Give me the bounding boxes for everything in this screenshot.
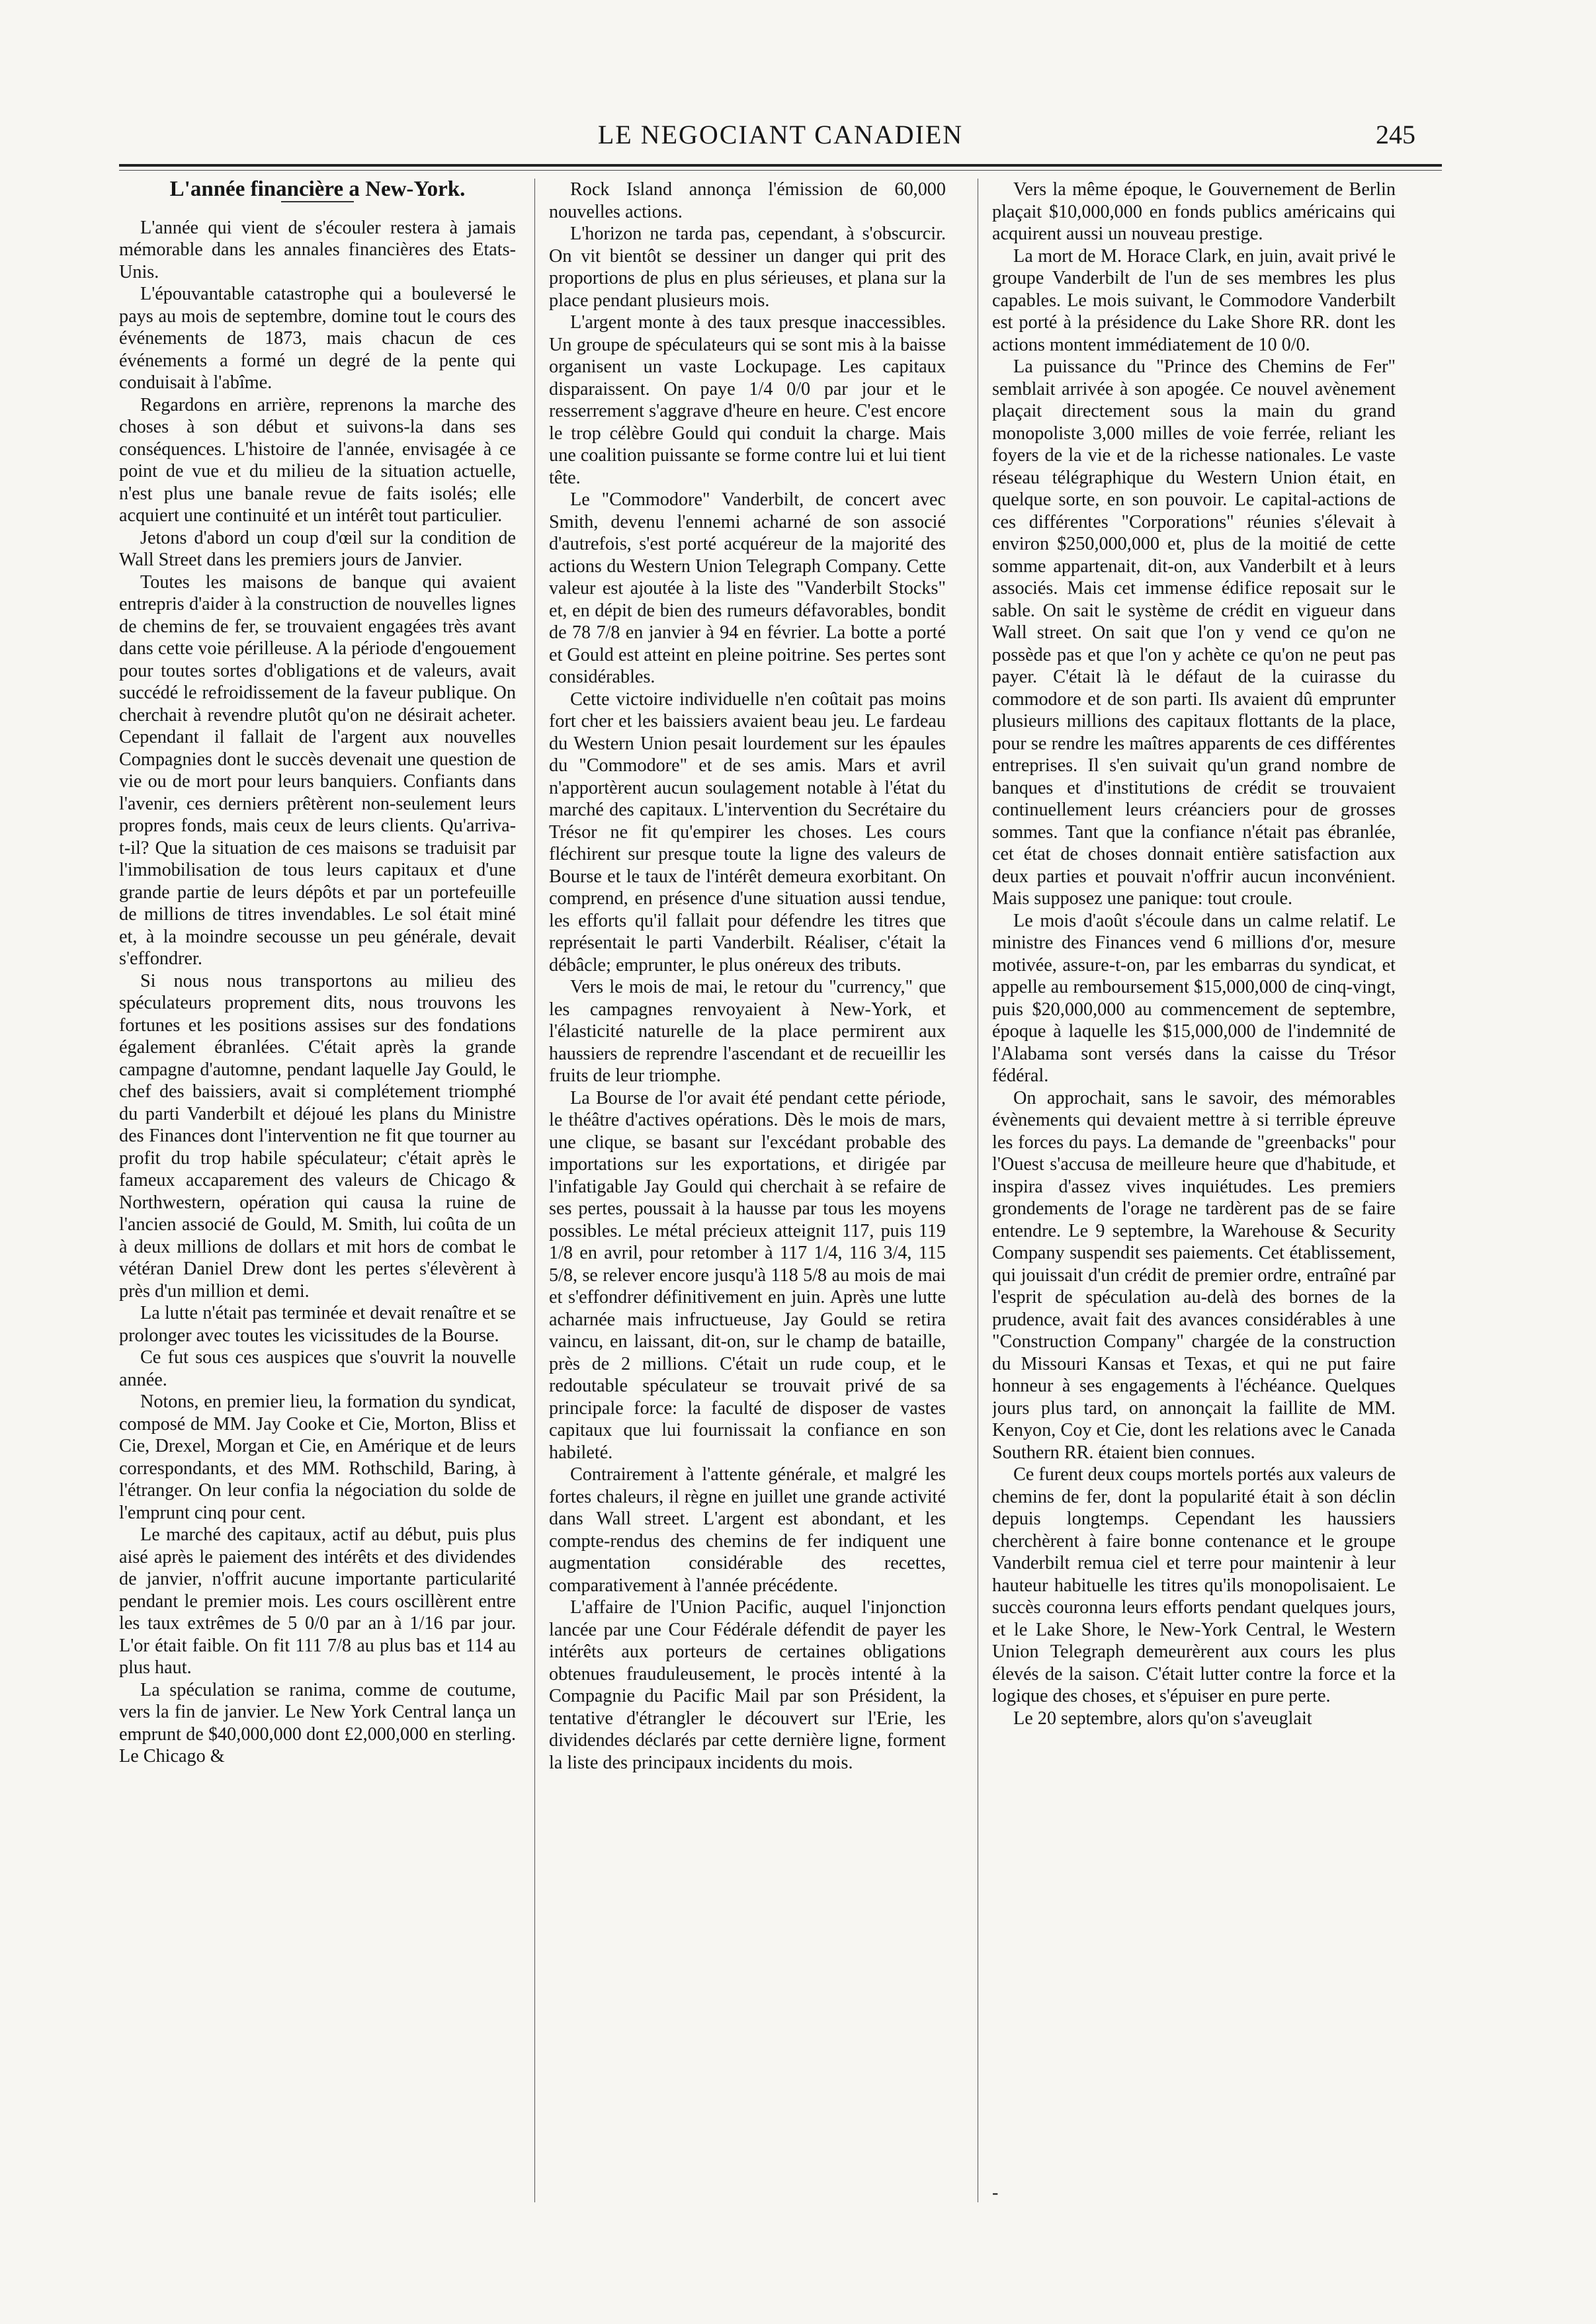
article-column-2 [549,179,946,2176]
paragraph: L'année qui vient de s'écouler restera à jamais mémorable dans les annales financières des Etats-Unis. [119,217,516,282]
paragraph: L'épouvantable catastrophe qui a bouleversé le pays au mois de septembre, domine tout le cours des événements de 1873, mais chacun de ces événements a formé un degré de la pente qui conduisait à l'abîme. [119,284,516,393]
paragraph: Ce fut sous ces auspices que s'ouvrit la nouvelle année. [119,1347,516,1390]
paragraph: La puissance du "Prince des Chemins de Fer" semblait arrivée à son apogée. Ce nouvel avènement plaçait directement sous la main du grand monopoliste 3,000 milles de voie ferrée, reliant les foyers de la vie et de la richesse nationales. Le vaste réseau télégraphique du Western Union était, en quelque sorte, en son pouvoir. Le capital-actions de ces différentes "Corporations" réunies s'élevait à environ $250,000,000 et, plus de la moitié de cette somme appartenait, dit-on, aux Vanderbilt et à leurs associés. Mais cet immense édifice reposait sur le sable. On sait le système de crédit en vigueur dans Wall street. On sait que l'on y vend ce qu'on ne possède pas et que l'on y achète ce qu'on ne peut pas payer. C'était là le défaut de la cuirasse du commodore et de son parti. Ils avaient dû emprunter plusieurs millions des capitaux flottants de la place, pour se rendre les maîtres apparents de ces différentes entreprises. Il s'en suivait qu'un grand nombre de banques et d'institutions de crédit se trouvaient continuellement leurs créanciers pour de grosses sommes. Tant que la confiance n'était pas ébranlée, cet état de choses donnait entière satisfaction aux deux parties et pouvait n'offrir aucun inconvénient. Mais supposez une panique: tout croule. [992,356,1396,909]
paragraph: Ce furent deux coups mortels portés aux valeurs de chemins de fer, dont la popularité était à son déclin depuis longtemps. Cependant les haussiers cherchèrent à faire bonne contenance et le groupe Vanderbilt remua ciel et terre pour maintenir à leur hauteur habituelle les titres qu'ils monopolisaient. Le succès couronna leurs efforts pendant quelques jours, et le Lake Shore, le New-York Central, le Western Union Telegraph demeurèrent aux cours les plus élevés de la saison. C'était lutter contre la force et la logique des choses, et s'épuiser en pure perte. [992,1464,1396,1706]
article-title: L'année financière a New-York. [169,179,466,201]
journal-title: LE NEGOCIANT CANADIEN [597,120,964,149]
page-number: 245 [1376,120,1415,149]
paragraph: Rock Island annonça l'émission de 60,000 nouvelles actions. [549,179,946,222]
paragraph: La Bourse de l'or avait été pendant cette période, le théâtre d'actives opérations. Dès le mois de mars, une clique, se basant sur l'excédant probable des importations sur les exportations, et dirigée par l'infatigable Jay Gould qui cherchait à se refaire de ses pertes, poussait à la hausse par tous les moyens possibles. Le métal précieux atteignit 117, puis 119 1/8 en avril, pour retomber à 117 1/4, 116 3/4, 115 5/8, se relever encore jusqu'à 118 5/8 au mois de mai et s'effondrer définitivement en juin. Après une lutte acharnée mais infructueuse, Jay Gould se retira vaincu, en laissant, dit-on, sur le champ de bataille, près de 2 millions. C'était un rude coup, et le redoutable spéculateur se trouvait privé de sa principale force: la faculté de disposer de vastes capitaux que lui fournissait la confiance en son habileté. [549,1087,946,1463]
paragraph: Le mois d'août s'écoule dans un calme relatif. Le ministre des Finances vend 6 millions d'or, mesure motivée, assure-t-on, par les embarras du syndicat, et appelle au remboursement $15,000,000 de cinq-vingt, puis $20,000,000 au commencement de septembre, époque à laquelle les $15,000,000 de l'indemnité de l'Alabama sont versés dans la caisse du Trésor fédéral. [992,910,1396,1086]
header-rule-thin [119,170,1442,171]
footer-mark: - [992,2182,999,2203]
paragraph: Notons, en premier lieu, la formation du syndicat, composé de MM. Jay Cooke et Cie, Morton, Bliss et Cie, Drexel, Morgan et Cie, en Amérique et de leurs correspondants, et des MM. Rothschild, Baring, à l'étranger. On leur confia la négociation du solde de l'emprunt cinq pour cent. [119,1391,516,1523]
paragraph: La mort de M. Horace Clark, en juin, avait privé le groupe Vanderbilt de l'un de ses membres les plus capables. Le mois suivant, le Commodore Vanderbilt est porté à la présidence du Lake Shore RR. dont les actions montent immédiatement de 10 0/0. [992,245,1396,355]
paragraph: Vers la même époque, le Gouvernement de Berlin plaçait $10,000,000 en fonds publics américains qui acquirent aussi un nouveau prestige. [992,179,1396,244]
paragraph: Jetons d'abord un coup d'œil sur la condition de Wall Street dans les premiers jours de Janvier. [119,527,516,570]
header-rule [119,164,1442,167]
article-column-1 [119,179,516,2176]
paragraph: Le "Commodore" Vanderbilt, de concert avec Smith, devenu l'ennemi acharné de son associé d'autrefois, s'est porté acquéreur de la majorité des actions du Western Union Telegraph Company. Cette valeur est ajoutée à la liste des "Vanderbilt Stocks" et, en dépit de bien des rumeurs défavorables, bondit de 78 7/8 en janvier à 94 en février. La botte a porté et Gould est atteint en pleine poitrine. Ses pertes sont considérables. [549,489,946,687]
paragraph: L'horizon ne tarda pas, cependant, à s'obscurcir. On vit bientôt se dessiner un danger qui prit des proportions de plus en plus sérieuses, et plana sur la place pendant plusieurs mois. [549,224,946,311]
paragraph: Le 20 septembre, alors qu'on s'aveuglait [1013,1708,1312,1729]
paragraph: L'argent monte à des taux presque inaccessibles. Un groupe de spéculateurs qui se sont mis à la baisse organisent un vaste Lockupage. Les capitaux disparaissent. On paye 1/4 0/0 par jour et le resserrement s'aggrave d'heure en heure. C'est encore le trop célèbre Gould qui conduit la charge. Mais une coalition puissante se forme contre lui et lui tient tête. [549,312,946,488]
paragraph: La spéculation se ranima, comme de coutume, vers la fin de janvier. Le New York Central lança un emprunt de $40,000,000 dont £2,000,000 en sterling. Le Chicago & [119,1679,516,1766]
paragraph: Vers le mois de mai, le retour du "currency," que les campagnes renvoyaient à New-York, et l'élasticité naturelle de la place permirent aux haussiers de reprendre l'ascendant et de recueillir les fruits de leur triomphe. [549,977,946,1086]
paragraph: Le marché des capitaux, actif au début, puis plus aisé après le paiement des intérêts et des dividendes de janvier, n'offrit aucune importante particularité pendant le premier mois. Les cours oscillèrent entre les taux extrêmes de 5 0/0 par an à 1/16 par jour. L'or était faible. On fit 111 7/8 au plus bas et 114 au plus haut. [119,1524,516,1678]
paragraph: Regardons en arrière, reprenons la marche des choses à son début et suivons-la dans ses conséquences. L'histoire de l'année, envisagée à ce point de vue et du milieu de la situation actuelle, n'est plus une banale revue de faits isolés; elle acquiert une continuité et un intérêt tout particulier. [119,394,516,526]
paragraph: La lutte n'était pas terminée et devait renaître et se prolonger avec toutes les vicissitudes de la Bourse. [119,1303,516,1346]
article-column-3 [992,179,1396,2176]
paragraph: L'affaire de l'Union Pacific, auquel l'injonction lancée par une Cour Fédérale défendit de payer les intérêts aux porteurs de certaines obligations obtenues frauduleusement, le procès intenté à la Compagnie du Pacific Mail par son Président, la tentative d'étrangler le découvert sur l'Erie, les dividendes déclarés par cette dernière ligne, forment la liste des principaux incidents du mois. [549,1597,946,1773]
column-separator [534,179,535,2202]
paragraph: Toutes les maisons de banque qui avaient entrepris d'aider à la construction de nouvelles lignes de chemins de fer, se trouvaient engagées très avant dans cette voie périlleuse. A la période d'engouement pour toutes sortes d'obligations et de valeurs, avait succédé le refroidissement de la faveur publique. On cherchait à revendre plutôt qu'on ne désirait acheter. Cependant il fallait de l'argent aux nouvelles Compagnies dont le succès devenait une question de vie ou de mort pour leurs banquiers. Confiants dans l'avenir, ces derniers prêtèrent non-seulement leurs propres fonds, mais ceux de leurs clients. Qu'arriva-t-il? Que la situation de ces maisons se traduisit par l'immobilisation de tous leurs capitaux et d'une grande partie de leurs dépôts et par un portefeuille de millions de titres invendables. Le sol était miné et, à la moindre secousse un peu générale, devait s'effondrer. [119,571,516,969]
paragraph: Si nous nous transportons au milieu des spéculateurs proprement dits, nous trouvons les fortunes et les positions assises sur des fondations également ébranlées. C'était après la grande campagne d'automne, pendant laquelle Jay Gould, le chef des baissiers, avait si complétement triomphé du parti Vanderbilt et déjoué les plans du Ministre des Finances dont l'intervention ne fit que tourner au profit du trop habile spéculateur; c'était après le fameux accaparement des valeurs de Chicago & Northwestern, opération qui causa la ruine de l'ancien associé de Gould, M. Smith, lui coûta de un à deux millions de dollars et mit hors de combat le vétéran Daniel Drew dont les pertes s'élevèrent à près d'un million et demi. [119,970,516,1302]
page-header [119,111,1442,164]
paragraph: On approchait, sans le savoir, des mémorables évènements qui devaient mettre à si terrible épreuve les forces du pays. La demande de "greenbacks" pour l'Ouest s'accusa de meilleure heure que d'habitude, et inspira d'assez vives inquiétudes. Les premiers grondements de l'orage ne tardèrent pas de se faire entendre. Le 9 septembre, la Warehouse & Security Company suspendit ses paiements. Cet établissement, qui jouissait d'un crédit de premier ordre, entraîné par l'esprit de spéculation au-delà des bornes de la prudence, avait fait des avances considérables à une "Construction Company" chargée de la construction du Missouri Kansas et Texas, et qui ne put faire honneur à ses engagements à l'échéance. Quelques jours plus tard, on annonçait la faillite de MM. Kenyon, Coy et Cie, dont les relations avec le Canada Southern RR. étaient bien connues. [992,1087,1396,1463]
paragraph: Cette victoire individuelle n'en coûtait pas moins fort cher et les baissiers avaient beau jeu. Le fardeau du Western Union pesait lourdement sur les épaules du "Commodore" et de ses amis. Mars et avril n'apportèrent aucun soulagement notable à l'état du marché des capitaux. L'intervention du Secrétaire du Trésor ne fit qu'empirer les choses. Les cours fléchirent sur presque toute la ligne des valeurs de Bourse et le taux de l'intérêt demeura exorbitant. On comprend, en présence d'une situation aussi tendue, les efforts qu'il fallait pour défendre les titres que représentait le parti Vanderbilt. Réaliser, c'était la débâcle; emprunter, le plus onéreux des tributs. [549,688,946,975]
paragraph: Contrairement à l'attente générale, et malgré les fortes chaleurs, il règne en juillet une grande activité dans Wall street. L'argent est abondant, et les compte-rendus des chemins de fer indiquent une augmentation considérable des recettes, comparativement à l'année précédente. [549,1464,946,1596]
